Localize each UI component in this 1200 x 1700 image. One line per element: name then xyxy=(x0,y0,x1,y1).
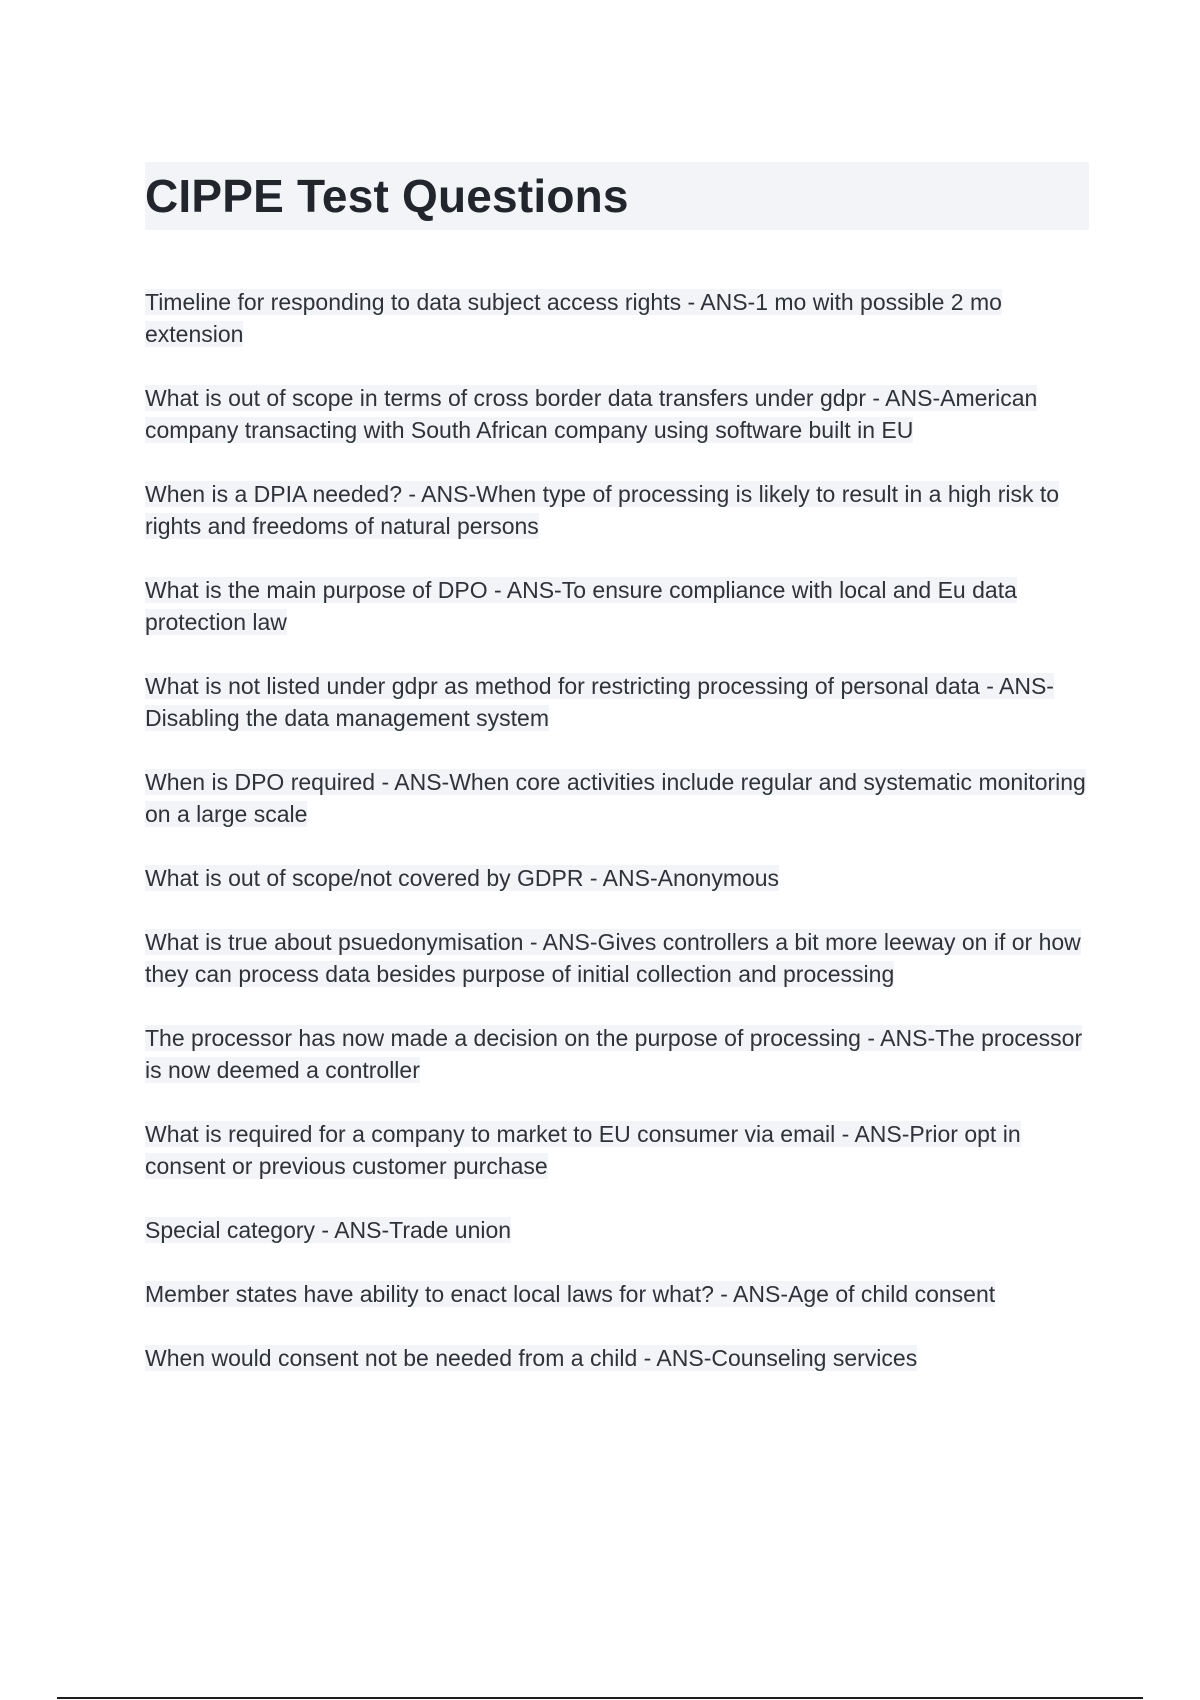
question-answer-text: Special category - ANS-Trade union xyxy=(145,1217,512,1243)
list-item xyxy=(145,1278,1095,1310)
list-item xyxy=(145,382,1095,446)
question-answer-text: When is DPO required - ANS-When core activities include regular and systematic monitoring on a large scale xyxy=(145,769,1086,827)
list-item xyxy=(145,862,1095,894)
question-answer-text: When would consent not be needed from a child - ANS-Counseling services xyxy=(145,1345,918,1371)
question-answer-text: What is the main purpose of DPO - ANS-To ensure compliance with local and Eu data protection law xyxy=(145,577,1017,635)
list-item xyxy=(145,1022,1095,1086)
question-answer-text: What is out of scope in terms of cross border data transfers under gdpr - ANS-American company transacting with South African company using software built in EU xyxy=(145,385,1038,443)
question-answer-text: Timeline for responding to data subject access rights - ANS-1 mo with possible 2 mo extension xyxy=(145,289,1002,347)
question-answer-text: What is true about psuedonymisation - ANS-Gives controllers a bit more leeway on if or how they can process data besides purpose of initial collection and processing xyxy=(145,929,1081,987)
question-answer-text: What is required for a company to market to EU consumer via email - ANS-Prior opt in consent or previous customer purchase xyxy=(145,1121,1021,1179)
footer-divider xyxy=(57,1697,1143,1699)
question-answer-text: What is not listed under gdpr as method for restricting processing of personal data - ANS-Disabling the data management system xyxy=(145,673,1054,731)
question-answer-text: The processor has now made a decision on the purpose of processing - ANS-The processor is now deemed a controller xyxy=(145,1025,1083,1083)
question-answer-text: What is out of scope/not covered by GDPR - ANS-Anonymous xyxy=(145,865,780,891)
list-item xyxy=(145,1118,1095,1182)
title-block xyxy=(145,162,1089,230)
list-item xyxy=(145,574,1095,638)
list-item xyxy=(145,286,1095,350)
question-answer-text: Member states have ability to enact local laws for what? - ANS-Age of child consent xyxy=(145,1281,996,1307)
list-item xyxy=(145,766,1095,830)
question-answer-list xyxy=(145,286,1095,1406)
list-item xyxy=(145,670,1095,734)
list-item xyxy=(145,478,1095,542)
page-title: CIPPE Test Questions xyxy=(145,170,629,222)
list-item xyxy=(145,926,1095,990)
question-answer-text: When is a DPIA needed? - ANS-When type of processing is likely to result in a high risk to rights and freedoms of natural persons xyxy=(145,481,1060,539)
list-item xyxy=(145,1214,1095,1246)
list-item xyxy=(145,1342,1095,1374)
